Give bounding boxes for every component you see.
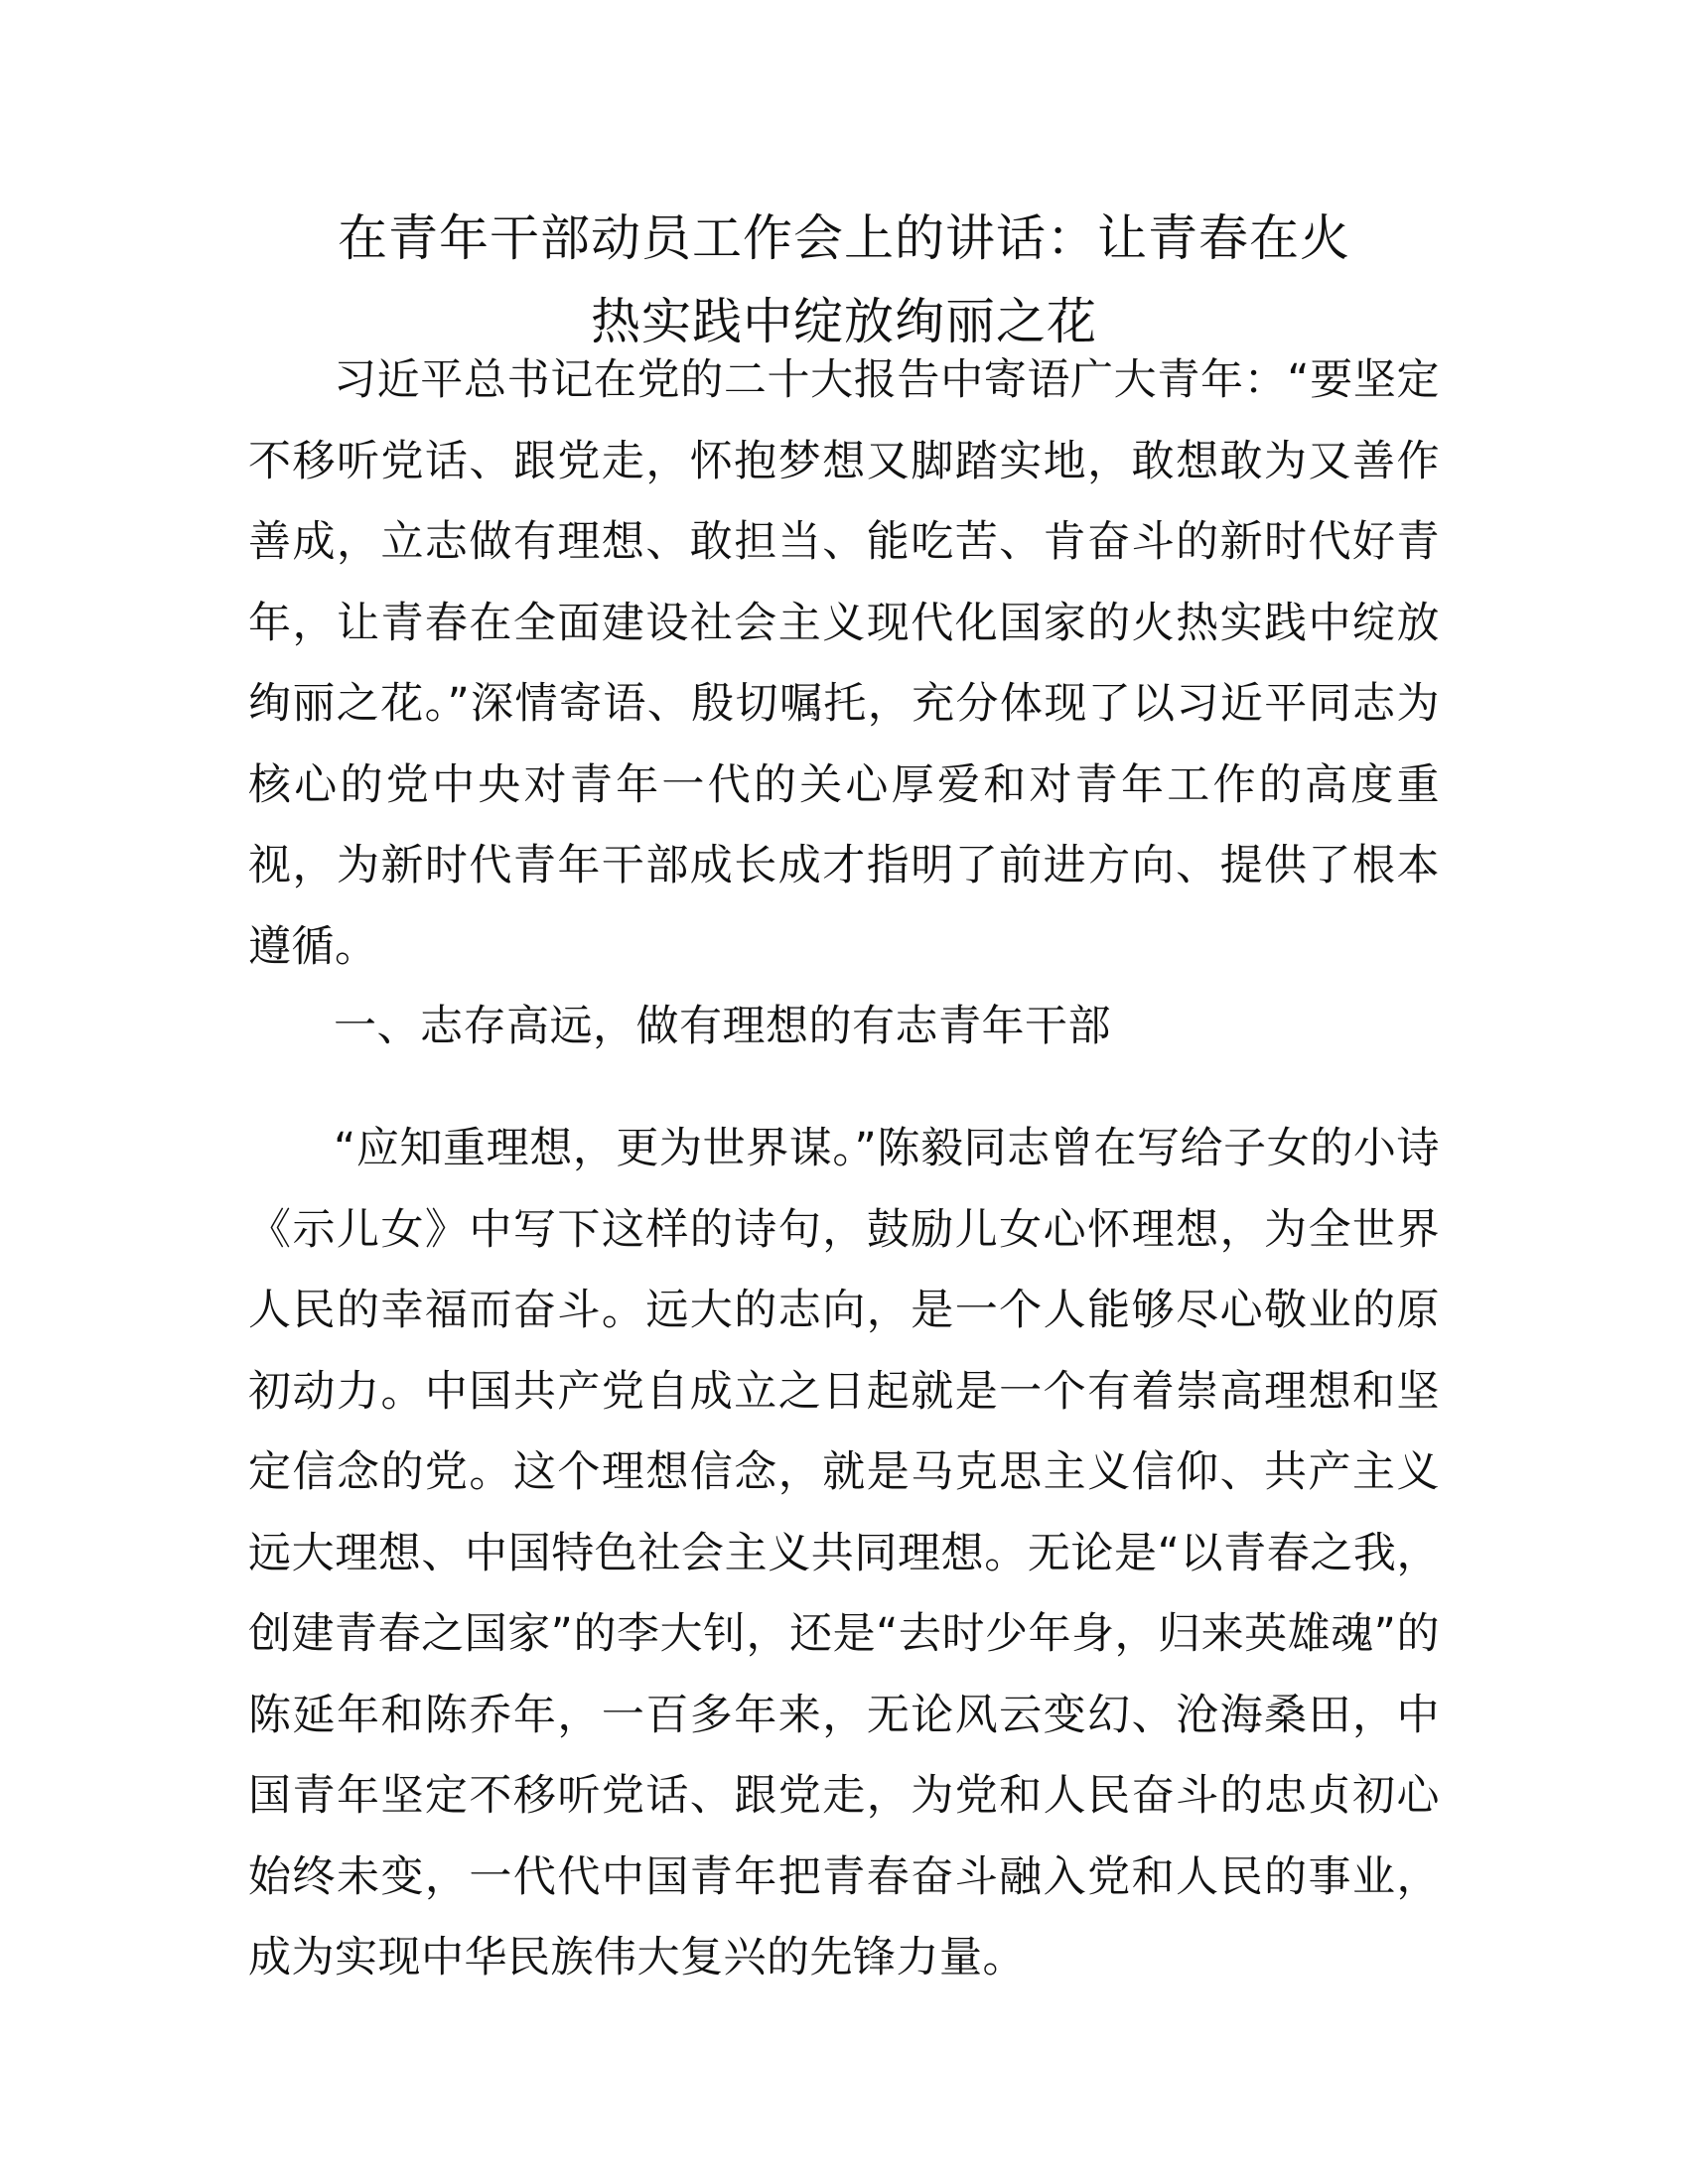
section-heading: 一、志存高远，做有理想的有志青年干部: [334, 1002, 1111, 1051]
title-line-2: 热实践中绽放绚丽之花: [591, 293, 1097, 350]
document-title: [238, 197, 1450, 363]
title-line-1: 在青年干部动员工作会上的讲话：让青春在火: [338, 209, 1350, 267]
paragraph-intro: 习近平总书记在党的二十大报告中寄语广大青年：“要坚定不移听党话、跟党走，怀抱梦想又脚踏实地，敢想敢为又善作善成，立志做有理想、敢担当、能吃苦、肯奋斗的新时代好青年，让青春在全面建设社会主义现代化国家的火热实践中绽放绚丽之花。”深情寄语、殷切嘱托，充分体现了以习近平同志为核心的党中央对青年一代的关心厚爱和对青年工作的高度重视，为新时代青年干部成长成才指明了前进方向、提供了根本遵循。: [248, 355, 1440, 972]
paragraph-ideals: “应知重理想，更为世界谋。”陈毅同志曾在写给子女的小诗《示儿女》中写下这样的诗句，鼓励儿女心怀理想，为全世界人民的幸福而奋斗。远大的志向，是一个人能够尽心敬业的原初动力。中国共产党自成立之日起就是一个有着崇高理想和坚定信念的党。这个理想信念，就是马克思主义信仰、共产主义远大理想、中国特色社会主义共同理想。无论是“以青春之我，创建青春之国家”的李大钊，还是“去时少年身，归来英雄魂”的陈延年和陈乔年，一百多年来，无论风云变幻、沧海桑田，中国青年坚定不移听党话、跟党走，为党和人民奋斗的忠贞初心始终未变，一代代中国青年把青春奋斗融入党和人民的事业，成为实现中华民族伟大复兴的先锋力量。: [248, 1124, 1440, 1982]
